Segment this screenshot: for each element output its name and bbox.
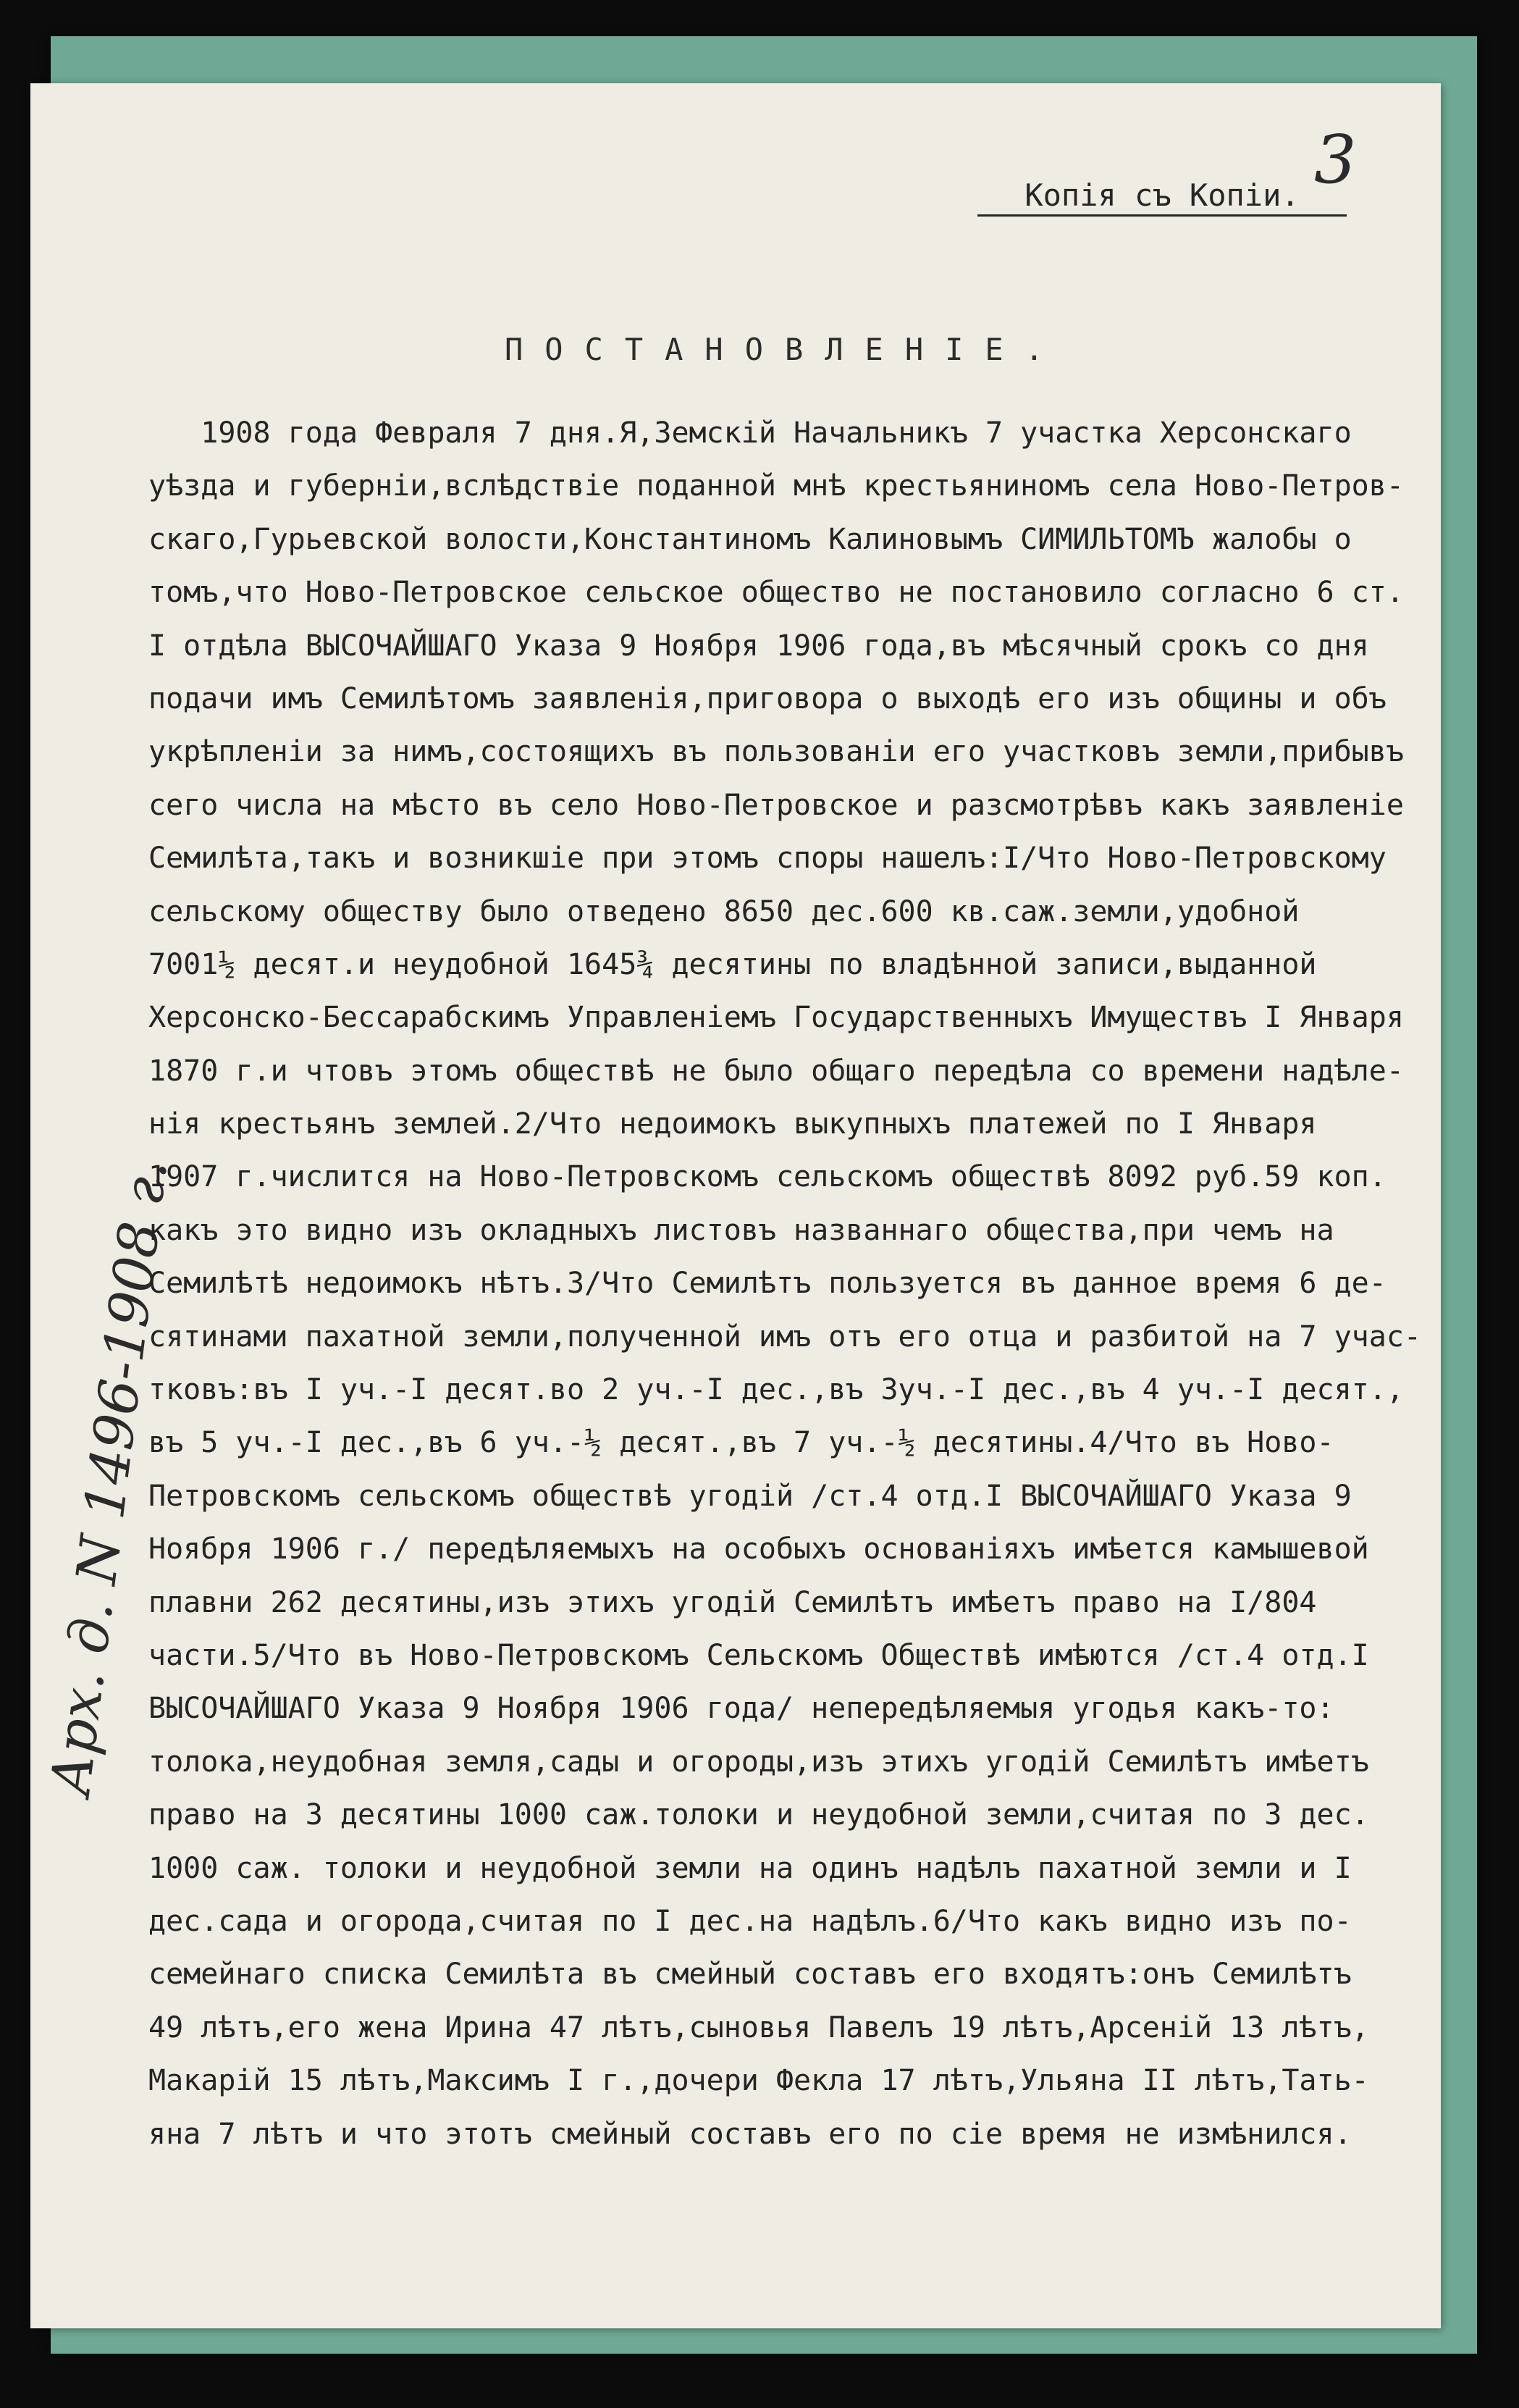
document-body: [148, 407, 1423, 2161]
text-line: семейнаго списка Семилѣта въ смейный составъ его входятъ:онъ Семилѣтъ: [148, 1958, 1352, 1992]
text-line: 1870 г.и чтовъ этомъ обществѣ не было общаго передѣла со времени надѣле-: [148, 1054, 1404, 1088]
text-line: скаго,Гурьевской волости,Константиномъ Калиновымъ СИМИЛЬТОМЪ жалобы о: [148, 522, 1352, 556]
text-line: право на 3 десятины 1000 саж.толоки и неудобной земли,считая по 3 дес.: [148, 1798, 1369, 1832]
copy-label: Копія съ Копіи.: [977, 177, 1347, 217]
text-line: 49 лѣтъ,его жена Ирина 47 лѣтъ,сыновья Павелъ 19 лѣтъ,Арсеній 13 лѣтъ,: [148, 2010, 1369, 2044]
page-number: 3: [1314, 121, 1357, 198]
text-line: Петровскомъ сельскомъ обществѣ угодій /ст.4 отд.I ВЫСОЧАЙШАГО Указа 9: [148, 1479, 1352, 1513]
text-line: сельскому обществу было отведено 8650 дес.600 кв.саж.земли,удобной: [148, 894, 1300, 928]
text-line: въ 5 уч.-I дес.,въ 6 уч.-½ десят.,въ 7 уч.-½ десятины.4/Что въ Ново-: [148, 1426, 1334, 1460]
text-line: Семилѣта,такъ и возникшіе при этомъ споры нашелъ:I/Что Ново-Петровскому: [148, 842, 1387, 876]
text-line: 1907 г.числится на Ново-Петровскомъ сельскомъ обществѣ 8092 руб.59 коп.: [148, 1160, 1387, 1194]
text-line: сего числа на мѣсто въ село Ново-Петровское и разсмотрѣвъ какъ заявленіе: [148, 788, 1404, 822]
text-line: 7001½ десят.и неудобной 1645¾ десятины по владѣнной записи,выданной: [148, 947, 1317, 981]
text-line: Херсонско-Бессарабскимъ Управленіемъ Государственныхъ Имуществъ I Января: [148, 1001, 1404, 1035]
text-line: сятинами пахатной земли,полученной имъ отъ его отца и разбитой на 7 учас-: [148, 1320, 1421, 1354]
text-line: 1908 года Февраля 7 дня.Я,Земскій Начальникъ 7 участка Херсонскаго: [148, 416, 1352, 450]
text-line: части.5/Что въ Ново-Петровскомъ Сельскомъ Обществѣ имѣются /ст.4 отд.I: [148, 1638, 1369, 1672]
text-line: дес.сада и огорода,считая по I дес.на надѣлъ.6/Что какъ видно изъ по-: [148, 1904, 1352, 1938]
text-line: Макарій 15 лѣтъ,Максимъ I г.,дочери Фекла 17 лѣтъ,Ульяна II лѣтъ,Тать-: [148, 2064, 1369, 2098]
text-line: нія крестьянъ землей.2/Что недоимокъ выкупныхъ платежей по I Января: [148, 1107, 1317, 1141]
text-line: яна 7 лѣтъ и что этотъ смейный составъ его по сіе время не измѣнился.: [148, 2117, 1352, 2151]
text-line: Семилѣтѣ недоимокъ нѣтъ.3/Что Семилѣтъ пользуется въ данное время 6 де-: [148, 1267, 1387, 1301]
text-line: толока,неудобная земля,сады и огороды,изъ этихъ угодій Семилѣтъ имѣетъ: [148, 1745, 1369, 1779]
text-line: ВЫСОЧАЙШАГО Указа 9 Ноября 1906 года/ непередѣляемыя угодья какъ-то:: [148, 1692, 1334, 1726]
text-line: 1000 саж. толоки и неудобной земли на одинъ надѣлъ пахатной земли и I: [148, 1851, 1352, 1885]
text-line: уѣзда и губерніи,вслѣдствіе поданной мнѣ крестьяниномъ села Ново-Петров-: [148, 469, 1404, 503]
text-line: Ноября 1906 г./ передѣляемыхъ на особыхъ основаніяхъ имѣется камышевой: [148, 1532, 1369, 1566]
document-title: ПОСТАНОВЛЕНІЕ.: [504, 332, 1065, 367]
text-line: томъ,что Ново-Петровское сельское общество не постановило согласно 6 ст.: [148, 576, 1404, 610]
text-line: тковъ:въ I уч.-I десят.во 2 уч.-I дес.,въ 3уч.-I дес.,въ 4 уч.-I десят.,: [148, 1373, 1404, 1407]
text-line: какъ это видно изъ окладныхъ листовъ названнаго общества,при чемъ на: [148, 1213, 1334, 1247]
archive-handwritten-mark: Арх. д. N 1496-1908 г.: [37, 1155, 180, 1800]
text-line: подачи имъ Семилѣтомъ заявленія,приговора о выходѣ его изъ общины и объ: [148, 681, 1387, 716]
text-line: укрѣпленіи за нимъ,состоящихъ въ пользованіи его участковъ земли,прибывъ: [148, 735, 1404, 769]
text-line: плавни 262 десятины,изъ этихъ угодій Семилѣтъ имѣетъ право на I/804: [148, 1585, 1317, 1619]
text-line: I отдѣла ВЫСОЧАЙШАГО Указа 9 Ноября 1906 года,въ мѣсячный срокъ со дня: [148, 629, 1369, 663]
